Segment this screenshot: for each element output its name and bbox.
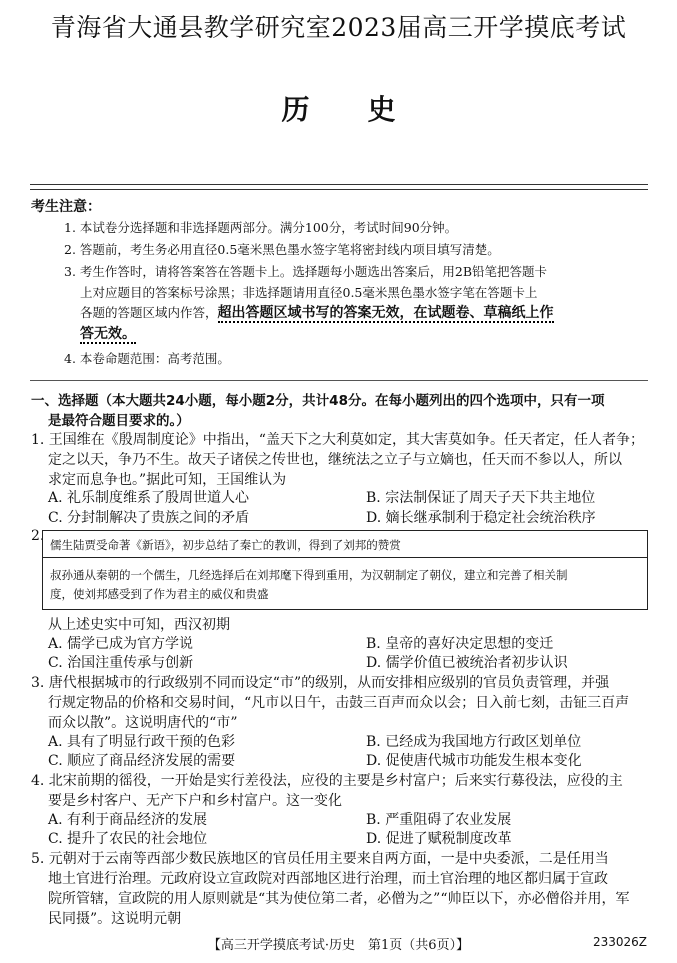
q4-option-a: A. 有利于商品经济的发展 (48, 812, 208, 828)
q1-stem-line-1: 1. 王国维在《殷周制度论》中指出，“盖天下之大利莫如定，其大害莫如争。任天者定，任人者争； (31, 432, 644, 448)
q2-table-row-1: 儒生陆贾受命著《新语》，初步总结了秦亡的教训，得到了刘邦的赞赏 (50, 538, 401, 552)
section-heading-cont: 是最符合题目要求的。） (48, 413, 190, 429)
notice-item-3-line-2: 上对应题目的答案标号涂黑；非选择题请用直径0.5毫米黑色墨水签字笔在答题卡上 (80, 285, 538, 300)
q2-option-c: C. 治国注重传承与创新 (48, 655, 194, 671)
subject-title: 历史 (281, 93, 454, 126)
q2-table-row-divider (42, 557, 648, 558)
q3-option-b: B. 已经成为我国地方行政区划单位 (366, 734, 582, 750)
section-divider (30, 380, 648, 381)
header-divider (30, 184, 648, 185)
exam-title: 青海省大通县教学研究室2023届高三开学摸底考试 (50, 13, 627, 42)
q1-option-a: A. 礼乐制度维系了殷周世道人心 (48, 490, 250, 506)
q3-option-c: C. 顺应了商品经济发展的需要 (48, 753, 236, 769)
notice-item-3-emphasis-end: 答无效。 (80, 326, 136, 342)
q2-table-row-2-line-1: 叔孙通从秦朝的一个儒生，几经选择后在刘邦麾下得到重用，为汉朝制定了朝仪，建立和完善了相关制 (50, 568, 568, 582)
q1-stem-line-2: 定之以天，争乃不生。故天子诸侯之传世也，继统法之立子与立嫡也，任天而不参以人，所以 (48, 452, 622, 468)
q3-stem-line-2: 行规定物品的价格和交易时间，“凡市以日午，击鼓三百声而众以会；日入前七刻，击钲三百声 (48, 695, 630, 711)
q5-stem-line-2: 地土官进行治理。元政府设立宣政院对西部地区进行治理，而土官治理的地区都归属于宣政 (48, 871, 608, 887)
q2-table-row-2-line-2: 度，使刘邦感受到了作为君主的威仪和贵盛 (50, 587, 269, 601)
section-heading: 一、选择题（本大题共24小题，每小题2分，共计48分。在每小题列出的四个选项中，只有一项 (31, 393, 605, 409)
q4-option-d: D. 促进了赋税制度改革 (366, 831, 512, 847)
notice-item-4: 4. 本卷命题范围：高考范围。 (64, 351, 230, 366)
notice-item-2: 2. 答题前，考生务必用直径0.5毫米黑色墨水签字笔将密封线内项目填写清楚。 (64, 242, 500, 257)
q3-option-d: D. 促使唐代城市功能发生根本变化 (366, 753, 582, 769)
q3-stem-line-1: 3. 唐代根据城市的行政级别不同而设定“市”的级别，从而安排相应级别的官员负责管理，并强 (31, 675, 610, 691)
q1-option-c: C. 分封制解决了贵族之间的矛盾 (48, 510, 250, 526)
q1-stem-line-3: 求定而息争也。”据此可知，王国维认为 (48, 472, 287, 488)
notice-item-1: 1. 本试卷分选择题和非选择题两部分。满分100分，考试时间90分钟。 (64, 220, 458, 235)
q2-option-b: B. 皇帝的喜好决定思想的变迁 (366, 636, 554, 652)
page-footer: 【高三开学摸底考试·历史 第1页（共6页）】 (207, 938, 470, 953)
q1-option-d: D. 嫡长继承制利于稳定社会统治秩序 (366, 510, 596, 526)
notice-item-3-line-1: 3. 考生作答时，请将答案答在答题卡上。选择题每小题选出答案后，用2B铅笔把答题卡 (64, 264, 548, 279)
notice-heading: 考生注意： (31, 199, 101, 215)
q4-stem-line-1: 4. 北宋前期的徭役，一开始是实行差役法，应役的主要是乡村富户；后来实行募役法，应役的主 (31, 773, 623, 789)
exam-code: 233026Z (592, 935, 647, 949)
q5-stem-line-3: 院所管辖，宣政院的用人原则就是“其为使位第二者，必僧为之”“帅臣以下，亦必僧俗并用，军 (48, 891, 630, 907)
q3-option-a: A. 具有了明显行政干预的色彩 (48, 734, 236, 750)
notice-item-3-emphasis: 超出答题区域书写的答案无效，在试题卷、草稿纸上作 (217, 305, 554, 321)
q2-option-d: D. 儒学价值已被统治者初步认识 (366, 655, 568, 671)
q2-stem: 从上述史实中可知，西汉初期 (48, 617, 230, 633)
q2-number: 2. (31, 528, 45, 544)
q4-stem-line-2: 要是乡村客户、无产下户和乡村富户。这一变化 (48, 793, 342, 809)
q4-option-b: B. 严重阻碍了农业发展 (366, 812, 512, 828)
q2-option-a: A. 儒学已成为官方学说 (48, 636, 194, 652)
notice-item-3-line-3 (80, 302, 554, 322)
q5-stem-line-4: 民同摄”。这说明元朝 (48, 911, 182, 927)
q3-stem-line-3: 而众以散”。这说明唐代的“市” (48, 715, 238, 731)
header-divider-thin (30, 189, 648, 190)
q4-option-c: C. 提升了农民的社会地位 (48, 831, 208, 847)
notice-item-3-normal: 各题的答题区域内作答， (80, 305, 218, 320)
q1-option-b: B. 宗法制保证了周天子天下共主地位 (366, 490, 596, 506)
q5-stem-line-1: 5. 元朝对于云南等西部少数民族地区的官员任用主要来自两方面，一是中央委派，二是任用当 (31, 851, 609, 867)
notice-item-3-line-4 (80, 323, 136, 343)
